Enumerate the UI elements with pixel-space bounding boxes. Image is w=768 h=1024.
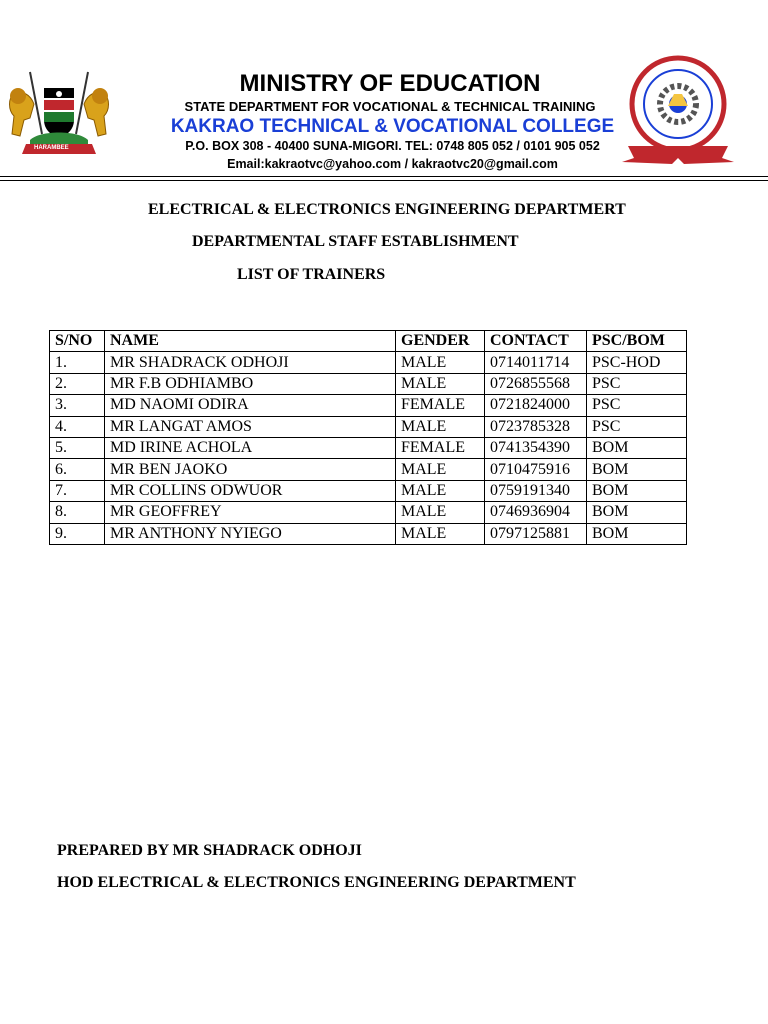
college-email: Email:kakraotvc@yahoo.com / kakraotvc20@gmail.com: [227, 157, 558, 171]
cell-gender: MALE: [396, 416, 485, 437]
cell-name: MR ANTHONY NYIEGO: [105, 523, 396, 544]
table-row: [50, 352, 687, 373]
cell-name: MD NAOMI ODIRA: [105, 395, 396, 416]
cell-name: MD IRINE ACHOLA: [105, 437, 396, 458]
cell-sno: 9.: [50, 523, 105, 544]
header-contact: CONTACT: [485, 331, 587, 352]
table-row: [50, 480, 687, 501]
prepared-by: PREPARED BY MR SHADRACK ODHOJI: [57, 842, 362, 859]
cell-contact: 0723785328: [485, 416, 587, 437]
list-heading: LIST OF TRAINERS: [237, 266, 386, 283]
cell-name: MR LANGAT AMOS: [105, 416, 396, 437]
cell-psc-bom: PSC: [587, 416, 687, 437]
table-row: [50, 459, 687, 480]
cell-sno: 2.: [50, 373, 105, 394]
table-row: [50, 437, 687, 458]
cell-psc-bom: BOM: [587, 523, 687, 544]
cell-sno: 4.: [50, 416, 105, 437]
department-heading: ELECTRICAL & ELECTRONICS ENGINEERING DEPARTMERT: [148, 201, 626, 218]
hod-role: HOD ELECTRICAL & ELECTRONICS ENGINEERING DEPARTMENT: [57, 874, 576, 891]
cell-gender: MALE: [396, 373, 485, 394]
cell-sno: 7.: [50, 480, 105, 501]
cell-gender: MALE: [396, 480, 485, 501]
cell-contact: 0741354390: [485, 437, 587, 458]
cell-psc-bom: PSC: [587, 395, 687, 416]
table-row: [50, 373, 687, 394]
cell-gender: MALE: [396, 502, 485, 523]
table-row: [50, 395, 687, 416]
table-header-row: [50, 331, 687, 352]
college-name: KAKRAO TECHNICAL & VOCATIONAL COLLEGE: [170, 116, 615, 137]
cell-contact: 0726855568: [485, 373, 587, 394]
cell-gender: MALE: [396, 352, 485, 373]
cell-gender: MALE: [396, 459, 485, 480]
state-department-title: STATE DEPARTMENT FOR VOCATIONAL & TECHNICAL TRAINING: [184, 99, 596, 114]
cell-psc-bom: BOM: [587, 459, 687, 480]
cell-contact: 0721824000: [485, 395, 587, 416]
cell-sno: 8.: [50, 502, 105, 523]
header-divider-top: [0, 176, 768, 177]
ministry-title: MINISTRY OF EDUCATION: [239, 70, 541, 97]
cell-sno: 6.: [50, 459, 105, 480]
table-row: [50, 502, 687, 523]
cell-gender: FEMALE: [396, 437, 485, 458]
cell-name: MR COLLINS ODWUOR: [105, 480, 396, 501]
coat-of-arms-motto: HARAMBEE: [34, 145, 69, 151]
cell-psc-bom: BOM: [587, 437, 687, 458]
table-row: [50, 416, 687, 437]
cell-contact: 0759191340: [485, 480, 587, 501]
cell-contact: 0797125881: [485, 523, 587, 544]
establishment-heading: DEPARTMENTAL STAFF ESTABLISHMENT: [192, 233, 519, 250]
cell-name: MR GEOFFREY: [105, 502, 396, 523]
cell-name: MR BEN JAOKO: [105, 459, 396, 480]
header-psc-bom: PSC/BOM: [587, 331, 687, 352]
header-gender: GENDER: [396, 331, 485, 352]
trainers-table: [49, 330, 687, 545]
header-sno: S/NO: [50, 331, 105, 352]
cell-contact: 0746936904: [485, 502, 587, 523]
header-divider-bottom: [0, 180, 768, 181]
cell-sno: 1.: [50, 352, 105, 373]
cell-name: MR F.B ODHIAMBO: [105, 373, 396, 394]
cell-psc-bom: BOM: [587, 502, 687, 523]
header-name: NAME: [105, 331, 396, 352]
cell-contact: 0714011714: [485, 352, 587, 373]
cell-psc-bom: PSC-HOD: [587, 352, 687, 373]
cell-contact: 0710475916: [485, 459, 587, 480]
cell-gender: MALE: [396, 523, 485, 544]
cell-sno: 3.: [50, 395, 105, 416]
cell-psc-bom: BOM: [587, 480, 687, 501]
cell-sno: 5.: [50, 437, 105, 458]
college-address: P.O. BOX 308 - 40400 SUNA-MIGORI. TEL: 0748 805 052 / 0101 905 052: [185, 139, 600, 153]
cell-gender: FEMALE: [396, 395, 485, 416]
table-row: [50, 523, 687, 544]
cell-name: MR SHADRACK ODHOJI: [105, 352, 396, 373]
cell-psc-bom: PSC: [587, 373, 687, 394]
